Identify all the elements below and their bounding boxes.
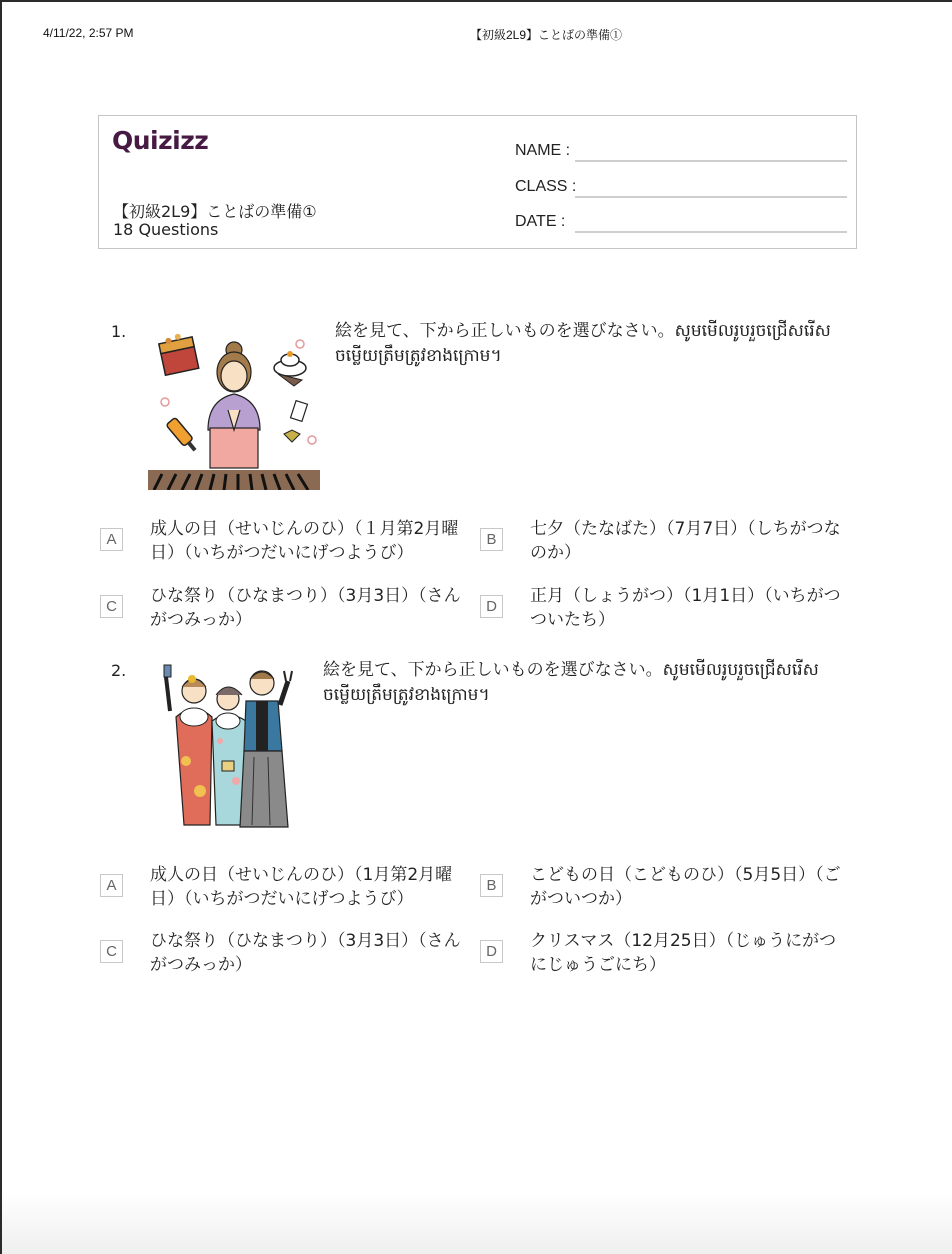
option-a[interactable] — [98, 517, 458, 567]
coming-of-age-image — [156, 661, 296, 833]
quizizz-logo: Quizizz — [112, 126, 209, 155]
option-text: ひな祭り（ひなまつり）（3月3日）（さんがつみっか） — [150, 931, 461, 975]
option-letter[interactable]: A — [100, 874, 123, 897]
option-c[interactable] — [98, 929, 461, 979]
date-field[interactable] — [515, 207, 847, 233]
class-label: CLASS : — [515, 178, 577, 195]
option-b[interactable] — [478, 863, 841, 913]
option-d[interactable] — [478, 584, 841, 634]
date-label: DATE : — [515, 213, 566, 230]
option-letter[interactable]: C — [100, 595, 123, 618]
option-text: 成人の日（せいじんのひ）（1月第2月曜日）（いちがつだいにげつようび） — [150, 865, 453, 909]
quiz-title: 【初級2L9】ことばの準備① — [113, 202, 317, 221]
option-letter[interactable]: D — [480, 940, 503, 963]
class-line[interactable] — [575, 196, 847, 198]
question-text: 絵を見て、下から正しいものを選びなさい。សូមមើលរូបរួចជ្រើសរើសចម្លើយត្រឹមត្រូវខាងក្រោម។ — [335, 321, 831, 366]
option-text: 正月（しょうがつ）（1月1日）（いちがつついたち） — [530, 586, 841, 630]
print-header — [2, 26, 952, 46]
date-line[interactable] — [575, 231, 847, 233]
question-number: 1. — [111, 322, 127, 341]
print-date: 4/11/22, 2:57 PM — [43, 26, 134, 40]
print-title: 【初級2L9】ことばの準備① — [470, 28, 623, 42]
option-text: ひな祭り（ひなまつり）（3月3日）（さんがつみっか） — [150, 586, 461, 630]
option-letter[interactable]: A — [100, 528, 123, 551]
option-letter[interactable]: D — [480, 595, 503, 618]
worksheet-page — [2, 2, 952, 1254]
question-1 — [98, 322, 858, 632]
class-field[interactable] — [515, 172, 847, 198]
name-line[interactable] — [575, 160, 847, 162]
option-d[interactable] — [478, 929, 838, 979]
option-letter[interactable]: C — [100, 940, 123, 963]
option-text: クリスマス（12月25日）（じゅうにがつにじゅうごにち） — [530, 931, 837, 975]
worksheet-header — [98, 115, 857, 249]
option-text: 七夕（たなばた）（7月7日）（しちがつなのか） — [530, 519, 841, 563]
name-field[interactable] — [515, 136, 847, 162]
option-b[interactable] — [478, 517, 841, 567]
new-year-prayer-image — [148, 330, 320, 490]
option-text: 成人の日（せいじんのひ）（１月第2月曜日）（いちがつだいにげつようび） — [150, 519, 459, 563]
option-a[interactable] — [98, 863, 458, 913]
question-number: 2. — [111, 661, 127, 680]
option-letter[interactable]: B — [480, 874, 503, 897]
name-label: NAME : — [515, 142, 571, 159]
question-2 — [98, 661, 858, 981]
question-text: 絵を見て、下から正しいものを選びなさい。សូមមើលរូបរួចជ្រើសរើសចម្លើយត្រឹមត្រូវខាងក្រោម។ — [323, 660, 819, 705]
option-letter[interactable]: B — [480, 528, 503, 551]
option-text: こどもの日（こどものひ）（5月5日）（ごがついつか） — [530, 865, 841, 909]
option-c[interactable] — [98, 584, 461, 634]
question-count: 18 Questions — [113, 220, 219, 239]
